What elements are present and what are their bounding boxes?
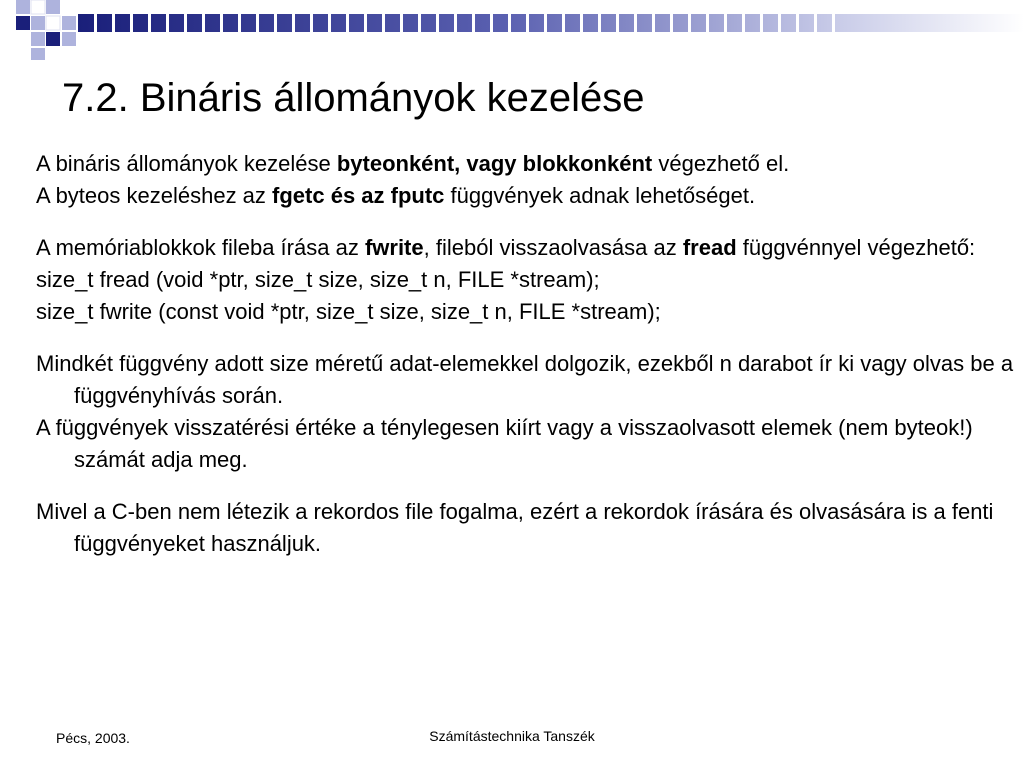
- checker-square: [16, 0, 30, 14]
- checker-square: [46, 0, 60, 14]
- footer-date: Pécs, 2003.: [56, 730, 130, 746]
- checker-square: [31, 0, 45, 14]
- header-decoration: [0, 0, 1024, 60]
- paragraph-byte-handling: A byteos kezeléshez az fgetc és az fputc függvények adnak lehetőséget.: [36, 183, 756, 208]
- checker-square: [62, 32, 76, 46]
- paragraph-return-value: A függvények visszatérési értéke a ténylegesen kiírt vagy a visszaolvasott elemek (nem byteok!) számát adja meg.: [36, 415, 973, 472]
- paragraph-memory-blocks: A memóriablokkok fileba írása az fwrite, fileból visszaolvasása az fread függvénnyel végezhető:: [36, 235, 976, 260]
- checker-square: [16, 16, 30, 30]
- checker-square: [62, 16, 76, 30]
- checker-square: [46, 16, 60, 30]
- checker-square: [46, 32, 60, 46]
- fwrite-signature: size_t fwrite (const void *ptr, size_t size, size_t n, FILE *stream);: [36, 299, 661, 324]
- checker-square: [31, 32, 45, 46]
- checker-square: [31, 48, 45, 60]
- fread-signature: size_t fread (void *ptr, size_t size, size_t n, FILE *stream);: [36, 267, 600, 292]
- header-gradient-band: [78, 14, 1024, 32]
- paragraph-binary-handling: A bináris állományok kezelése byteonként, vagy blokkonként végezhető el.: [36, 151, 790, 176]
- paragraph-record-files: Mivel a C-ben nem létezik a rekordos file fogalma, ezért a rekordok írására és olvasására is a fenti függvényeket használjuk.: [36, 499, 994, 556]
- slide-title: 7.2. Bináris állományok kezelése: [62, 76, 645, 120]
- slide-body: [36, 148, 1020, 560]
- paragraph-element-size: Mindkét függvény adott size méretű adat-elemekkel dolgozik, ezekből n darabot ír ki vagy olvas be a függvényhívás során.: [36, 351, 1014, 408]
- footer-department: Számítástechnika Tanszék: [429, 728, 595, 744]
- header-checker-squares: [16, 0, 76, 60]
- checker-square: [31, 16, 45, 30]
